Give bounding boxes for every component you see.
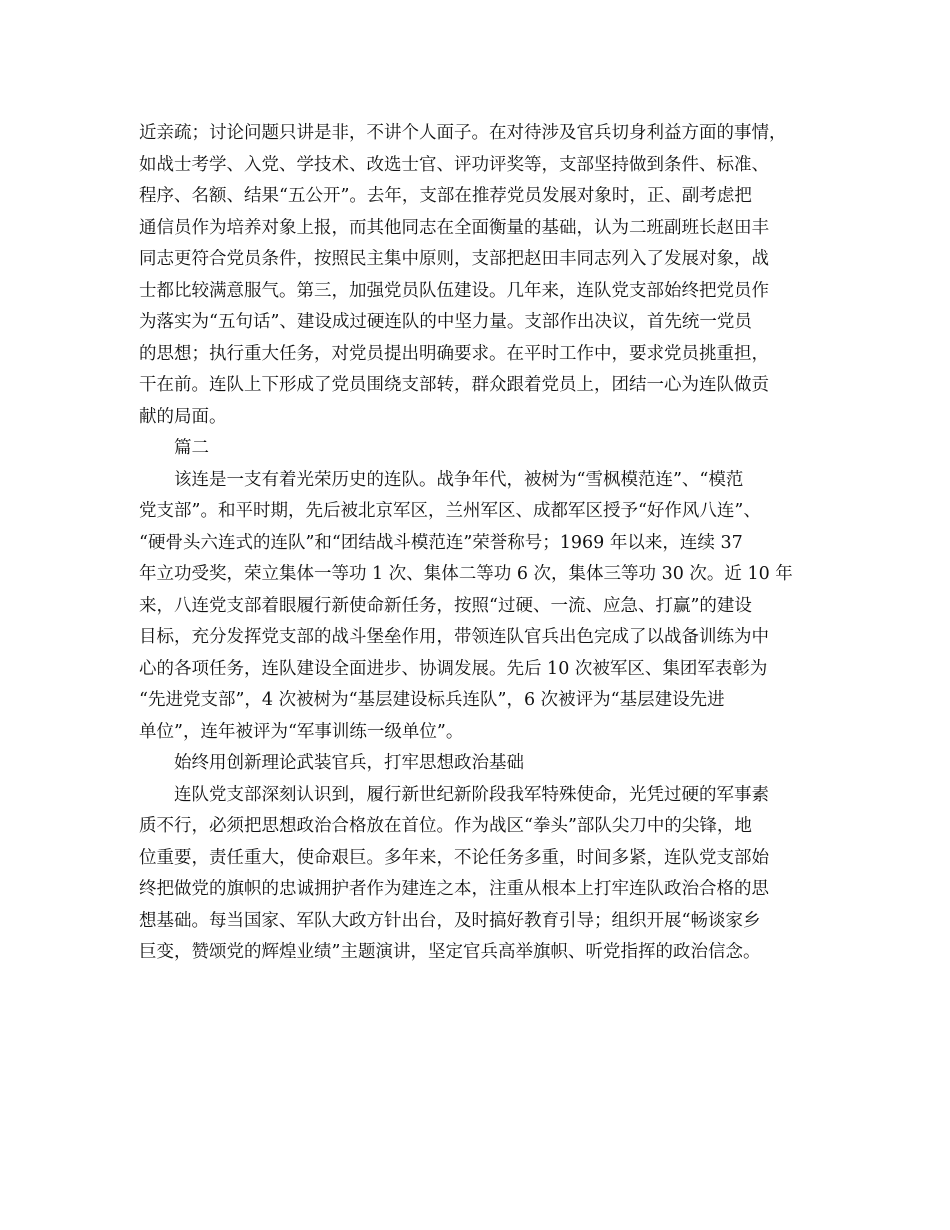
- text-line: 士都比较满意服气。第三，加强党员队伍建设。几年来，连队党支部始终把党员作: [139, 280, 769, 301]
- text-line: 程序、名额、结果“五公开”。去年，支部在推荐党员发展对象时，正、副考虑把: [139, 186, 752, 206]
- text-line: 终把做党的旗帜的忠诚拥护者作为建连之本，注重从根本上打牢连队政治合格的思: [139, 879, 769, 899]
- text-line: 如战士考学、入党、学技术、改选士官、评功评奖等，支部坚持做到条件、标准、: [139, 154, 769, 175]
- document-body: [139, 118, 829, 969]
- text-line: 巨变，赞颂党的辉煌业绩”主题演讲，坚定官兵高举旗帜、听党指挥的政治信念。: [139, 942, 761, 962]
- text-line: 质不行，必须把思想政治合格放在首位。作为战区“拳头”部队尖刀中的尖锋，地: [139, 816, 752, 836]
- text-line: 目标，充分发挥党支部的战斗堡垒作用，带领连队官兵出色完成了以战备训练为中: [139, 627, 769, 647]
- text-line: 想基础。每当国家、军队大政方针出台，及时搞好教育引导；组织开展“畅谈家乡: [139, 910, 761, 931]
- text-line: 单位”，连年被评为“军事训练一级单位”。: [139, 721, 464, 742]
- text-line: 献的局面。: [139, 406, 227, 427]
- text-line: 该连是一支有着光荣历史的连队。战争年代，被树为“雪枫模范连”、“模范: [174, 469, 744, 490]
- text-line: 来，八连党支部着眼履行新使命新任务，按照“过硬、一流、应急、打赢”的建设: [139, 595, 752, 616]
- text-line: “先进党支部”，4 次被树为“基层建设标兵连队”，6 次被评为“基层建设先进: [139, 690, 725, 710]
- text-line: 的思想；执行重大任务，对党员提出明确要求。在平时工作中，要求党员挑重担，: [139, 343, 769, 364]
- text-line: 为落实为“五句话”、建设成过硬连队的中坚力量。支部作出决议，首先统一党员: [139, 312, 752, 332]
- text-line: 同志更符合党员条件，按照民主集中原则，支部把赵田丰同志列入了发展对象，战: [139, 249, 769, 269]
- text-line: 党支部”。和平时期，先后被北京军区，兰州军区、成都军区授予“好作风八连”、: [139, 501, 761, 521]
- text-line: 心的各项任务，连队建设全面进步、协调发展。先后 10 次被军区、集团军表彰为: [139, 658, 768, 679]
- text-line: 连队党支部深刻认识到，履行新世纪新阶段我军特殊使命，光凭过硬的军事素: [174, 784, 769, 805]
- text-line: 干在前。连队上下形成了党员围绕支部转，群众跟着党员上，团结一心为连队做贡: [139, 375, 769, 395]
- text-line: 近亲疏；讨论问题只讲是非，不讲个人面子。在对待涉及官兵切身利益方面的事情，: [139, 123, 787, 143]
- text-line: 始终用创新理论武装官兵，打牢思想政治基础: [174, 753, 524, 773]
- text-line: 位重要，责任重大，使命艰巨。多年来，不论任务多重，时间多紧，连队党支部始: [139, 847, 769, 868]
- text-line: “硬骨头六连式的连队”和“团结战斗模范连”荣誉称号；1969 年以来，连续 37: [139, 532, 743, 553]
- text-line: 通信员作为培养对象上报，而其他同志在全面衡量的基础，认为二班副班长赵田丰: [139, 217, 769, 238]
- text-line: 篇二: [174, 438, 209, 458]
- text-line: 年立功受奖，荣立集体一等功 1 次、集体二等功 6 次，集体三等功 30 次。近 10 年: [139, 564, 793, 584]
